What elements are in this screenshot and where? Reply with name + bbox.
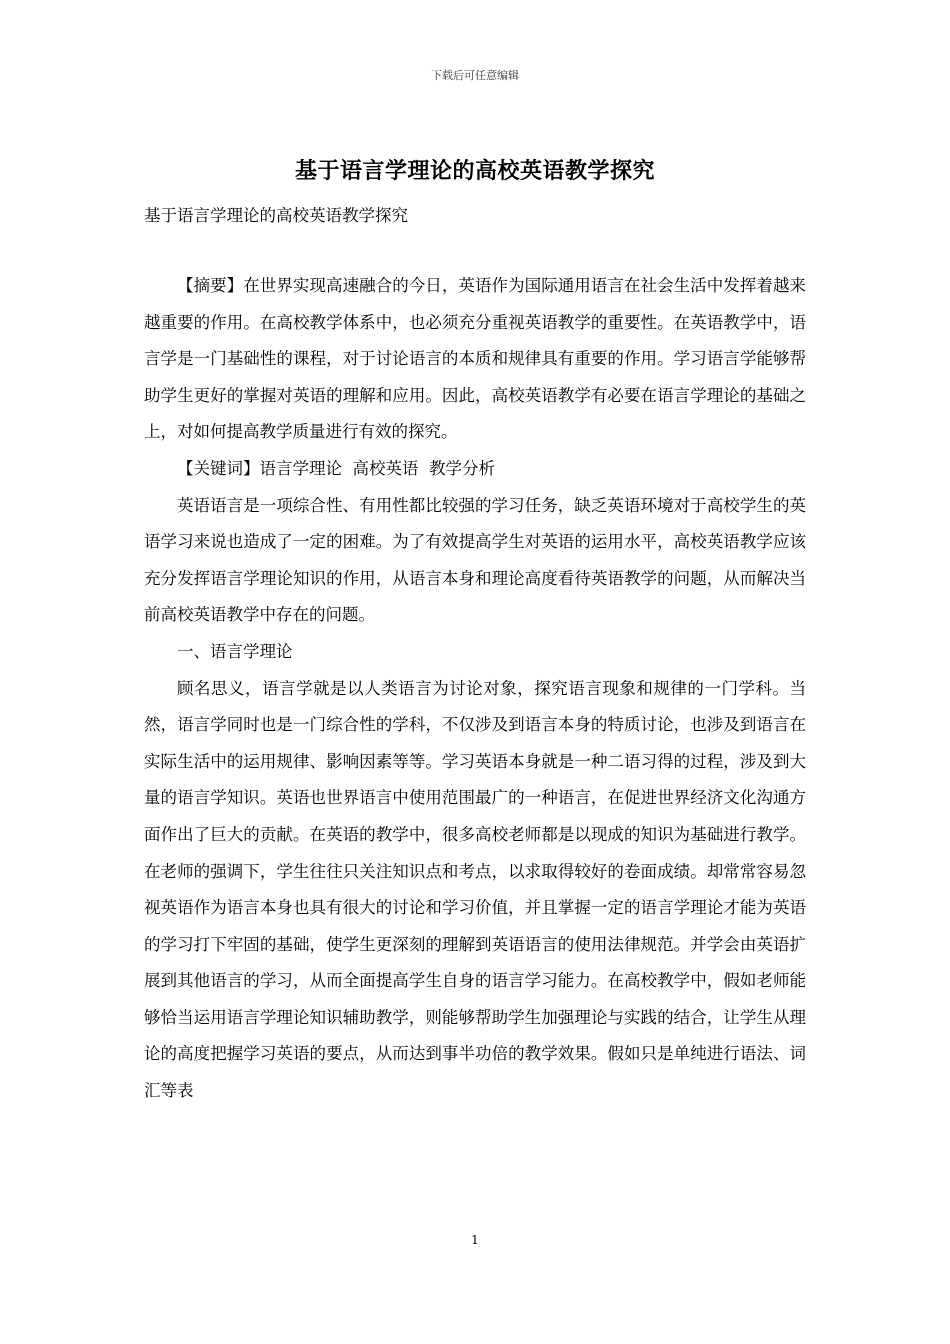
document-subtitle: 基于语言学理论的高校英语教学探究: [144, 206, 408, 225]
section-heading: 一、语言学理论: [177, 641, 293, 661]
document-title: 基于语言学理论的高校英语教学探究: [294, 158, 655, 184]
document-body: [144, 268, 806, 1110]
page-header: 下载后可任意编辑: [431, 69, 519, 82]
intro-paragraph: 英语语言是一项综合性、有用性都比较强的学习任务，缺乏英语环境对于高校学生的英语学习来说也造成了一定的困难。为了有效提高学生对英语的运用水平，高校英语教学应该充分发挥语言学理论知识的作用，从语言本身和理论高度看待英语教学的问题，从而解决当前高校英语教学中存在的问题。: [144, 495, 806, 625]
abstract-paragraph: 【摘要】在世界实现高速融合的今日，英语作为国际通用语言在社会生活中发挥着越来越重要的作用。在高校教学体系中，也必须充分重视英语教学的重要性。在英语教学中，语言学是一门基础性的课程，对于讨论语言的本质和规律具有重要的作用。学习语言学能够帮助学生更好的掌握对英语的理解和应用。因此，高校英语教学有必要在语言学理论的基础之上，对如何提高教学质量进行有效的探究。: [144, 276, 806, 442]
page-number: 1: [471, 1233, 479, 1247]
body-paragraph: 顾名思义，语言学就是以人类语言为讨论对象，探究语言现象和规律的一门学科。当然，语言学同时也是一门综合性的学科，不仅涉及到语言本身的特质讨论，也涉及到语言在实际生活中的运用规律、影响因素等等。学习英语本身就是一种二语习得的过程，涉及到大量的语言学知识。英语也世界语言中使用范围最广的一种语言，在促进世界经济文化沟通方面作出了巨大的贡献。在英语的教学中，很多高校老师都是以现成的知识为基础进行教学。在老师的强调下，学生往往只关注知识点和考点，以求取得较好的卷面成绩。却常常容易忽视英语作为语言本身也具有很大的讨论和学习价值，并且掌握一定的语言学理论才能为英语的学习打下牢固的基础，使学生更深刻的理解到英语语言的使用法律规范。并学会由英语扩展到其他语言的学习，从而全面提高学生自身的语言学习能力。在高校教学中，假如老师能够恰当运用语言学理论知识辅助教学，则能够帮助学生加强理论与实践的结合，让学生从理论的高度把握学习英语的要点，从而达到事半功倍的教学效果。假如只是单纯进行语法、词汇等表: [144, 678, 806, 1101]
keywords-paragraph: 【关键词】语言学理论 高校英语 教学分析: [177, 458, 495, 478]
